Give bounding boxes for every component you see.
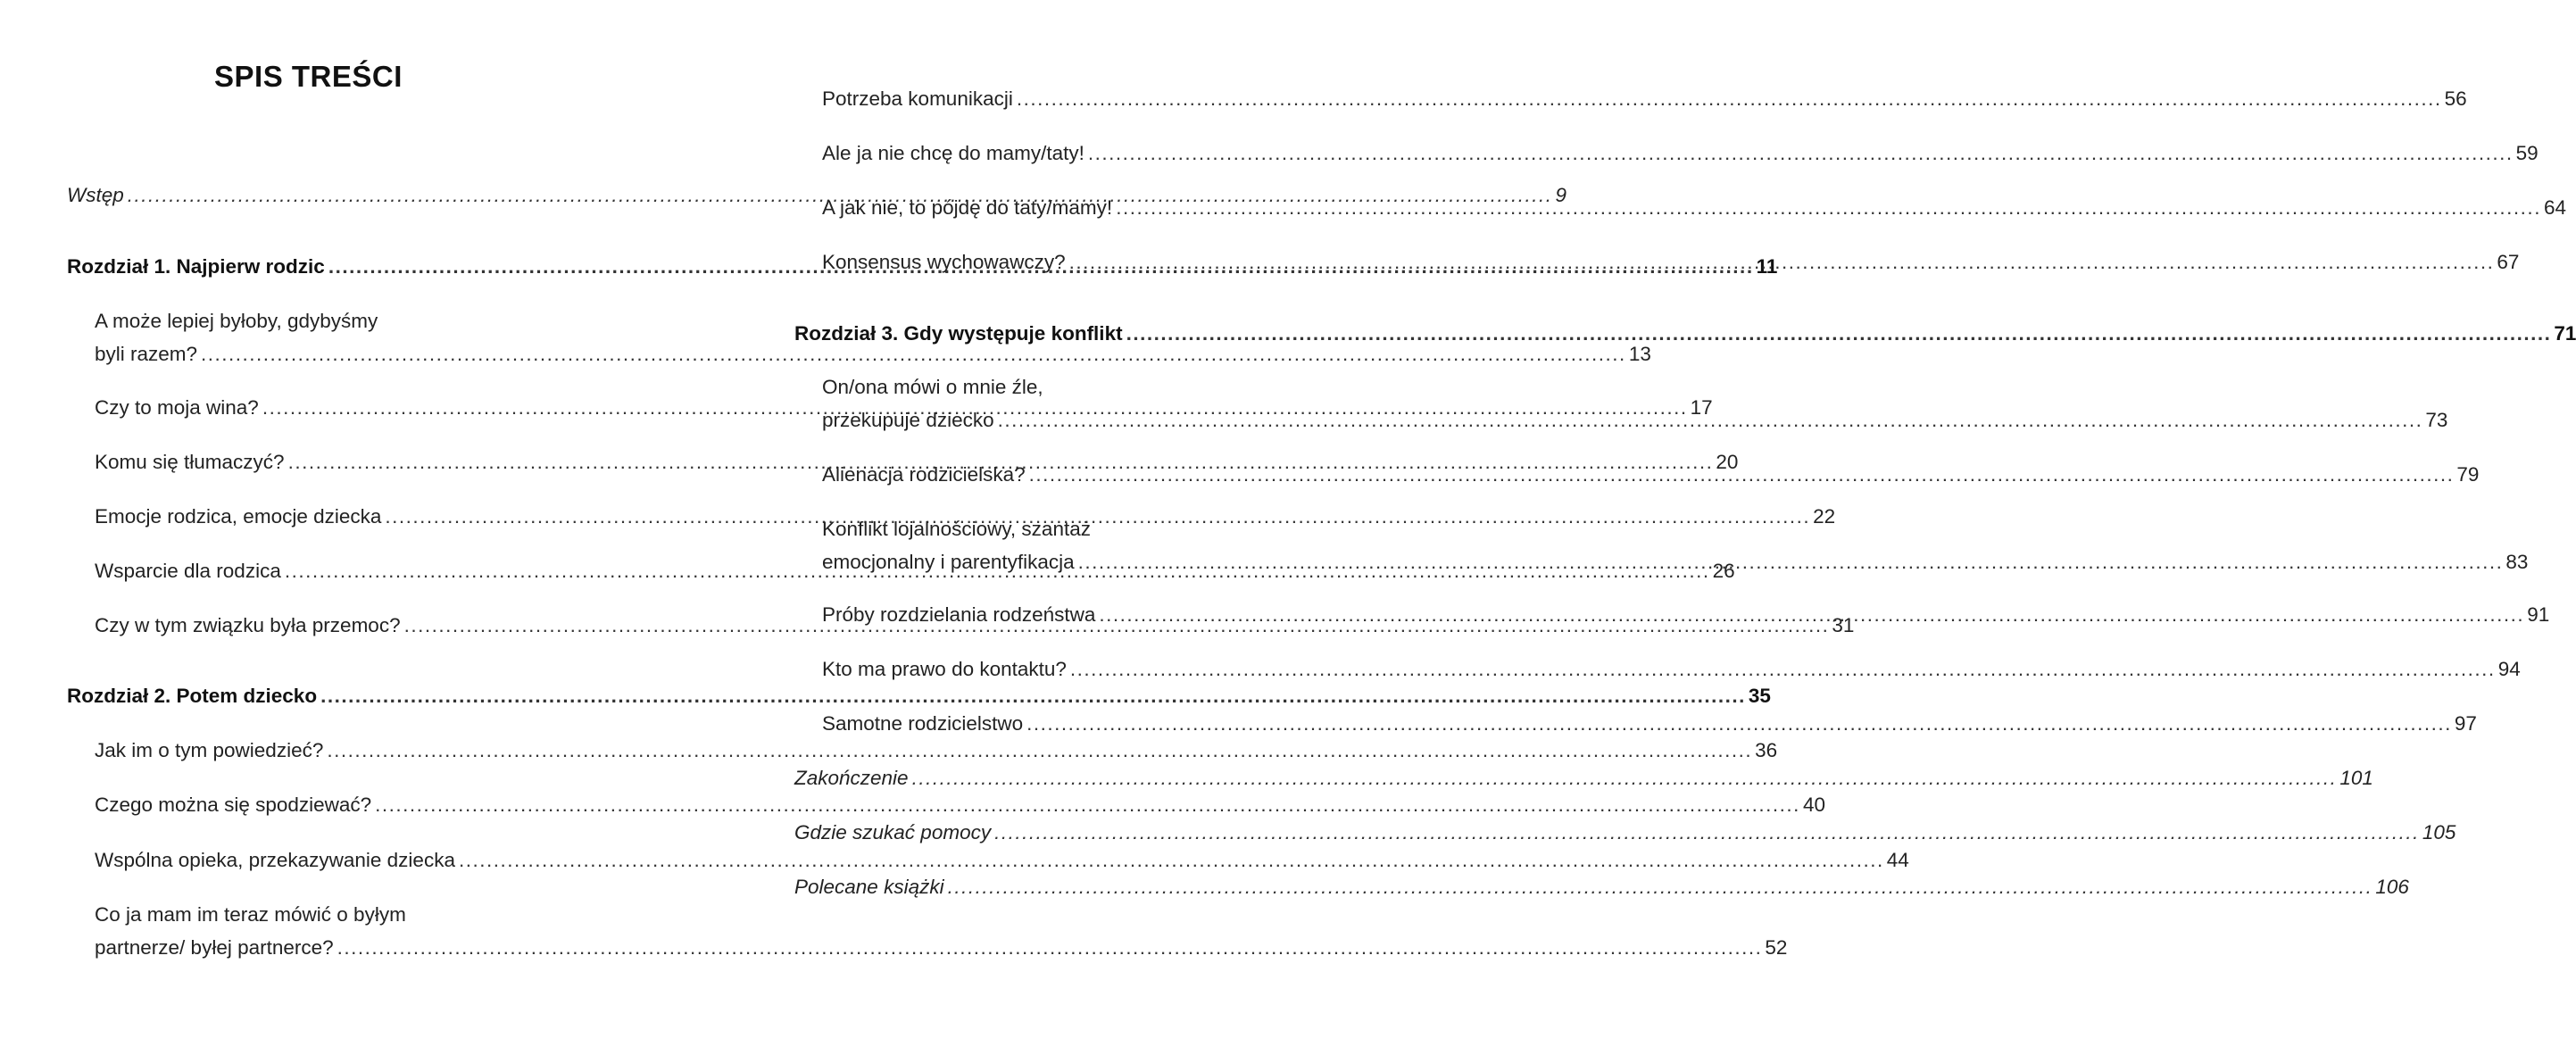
entry-page-number: 59 — [2515, 142, 2539, 164]
entry-page-number: 52 — [1765, 936, 1788, 959]
dot-leader — [994, 816, 2420, 849]
entry-title-line-1: On/ona mówi o mnie źle, — [822, 376, 1043, 398]
entry-page-number: 106 — [2375, 876, 2409, 898]
entry-page-number: 91 — [2527, 603, 2550, 626]
entry-title: Emocje rodzica, emocje dziecka — [95, 505, 382, 528]
entry-page-number: 83 — [2505, 551, 2529, 573]
entry-title: Alienacja rodzicielska? — [822, 463, 1026, 486]
entry-page-number: 9 — [1555, 184, 1567, 206]
dot-leader — [1116, 191, 2541, 224]
entry-title: Wsparcie dla rodzica — [95, 560, 281, 582]
entry-page-number: 40 — [1802, 794, 1825, 816]
dot-leader — [1126, 317, 2552, 350]
dot-leader — [1070, 652, 2496, 686]
toc-entry-chapter-2 — [67, 679, 1771, 712]
entry-page-number: 56 — [2444, 87, 2467, 110]
entry-title-line-1: A może lepiej byłoby, gdybyśmy — [95, 310, 378, 332]
toc-entry-spodziewac — [95, 788, 1825, 821]
entry-title: Zakończenie — [794, 767, 909, 789]
toc-entry-nie-chce — [822, 137, 2539, 170]
dot-leader — [948, 870, 2373, 903]
entry-page-number: 35 — [1748, 685, 1771, 707]
toc-title: SPIS TREŚCI — [214, 60, 403, 93]
entry-title: Wspólna opieka, przekazywanie dziecka — [95, 849, 455, 871]
entry-title: Czego można się spodziewać? — [95, 794, 372, 816]
entry-page-number: 26 — [1712, 560, 1735, 582]
entry-title: Rozdział 2. Potem dziecko — [67, 685, 318, 707]
entry-title-line-1: Konflikt lojalnościowy, szantaż — [822, 518, 1091, 540]
dot-leader — [1017, 82, 2442, 115]
entry-title: Próby rozdzielania rodzeństwa — [822, 603, 1096, 626]
toc-entry-wspolna-opieka — [95, 843, 1909, 877]
entry-title: partnerze/ byłej partnerce? — [95, 936, 334, 959]
entry-page-number: 20 — [1716, 451, 1739, 473]
entry-page-number: 22 — [1813, 505, 1836, 528]
entry-title: Potrzeba komunikacji — [822, 87, 1013, 110]
toc-entry-pomoc — [794, 816, 2456, 849]
entry-page-number: 79 — [2456, 463, 2480, 486]
entry-page-number: 105 — [2422, 821, 2456, 843]
dot-leader — [1069, 245, 2495, 278]
entry-page-number: 94 — [2497, 658, 2521, 680]
toc-entry-komunikacja — [822, 82, 2467, 115]
entry-title: Komu się tłumaczyć? — [95, 451, 285, 473]
dot-leader — [1029, 458, 2455, 491]
entry-title: przekupuje dziecko — [822, 409, 994, 431]
entry-page-number: 44 — [1886, 849, 1909, 871]
entry-title: emocjonalny i parentyfikacja — [822, 551, 1075, 573]
entry-title: A jak nie, to pójdę do taty/mamy! — [822, 196, 1113, 219]
entry-page-number: 101 — [2339, 767, 2373, 789]
entry-title: Gdzie szukać pomocy — [794, 821, 992, 843]
toc-entry-powiedziec — [95, 734, 1778, 767]
entry-page-number: 71 — [2554, 322, 2576, 345]
entry-title: Ale ja nie chcę do mamy/taty! — [822, 142, 1084, 164]
entry-page-number: 17 — [1690, 396, 1713, 419]
toc-entry-ksiazki — [794, 870, 2409, 903]
toc-entry-pojde — [822, 191, 2566, 224]
dot-leader — [1026, 707, 2452, 740]
dot-leader — [912, 761, 2338, 794]
entry-title: Czy to moja wina? — [95, 396, 259, 419]
toc-entry-zakonczenie — [794, 761, 2373, 794]
entry-title: byli razem? — [95, 343, 198, 365]
entry-title: Rozdział 3. Gdy występuje konflikt — [794, 322, 1123, 345]
entry-title-line-1: Co ja mam im teraz mówić o byłym — [95, 903, 406, 926]
entry-page-number: 11 — [1756, 255, 1778, 278]
dot-leader — [1088, 137, 2514, 170]
entry-title: Konsensus wychowawczy? — [822, 251, 1066, 273]
toc-entry-prawo-kontaktu — [822, 652, 2521, 686]
entry-title: Jak im o tym powiedzieć? — [95, 739, 324, 761]
toc-entry-bylym-partnerze — [95, 898, 1788, 964]
dot-leader — [1078, 545, 2504, 578]
toc-entry-chapter-3 — [794, 317, 2576, 350]
toc-entry-samotne — [822, 707, 2477, 740]
entry-page-number: 97 — [2454, 712, 2477, 735]
entry-page-number: 73 — [2425, 409, 2448, 431]
entry-title: Czy w tym związku była przemoc? — [95, 614, 401, 636]
entry-title: Wstęp — [67, 184, 124, 206]
entry-title: Rozdział 1. Najpierw rodzic — [67, 255, 325, 278]
entry-page-number: 64 — [2543, 196, 2566, 219]
entry-title: Kto ma prawo do kontaktu? — [822, 658, 1067, 680]
entry-page-number: 67 — [2497, 251, 2520, 273]
entry-page-number: 13 — [1628, 343, 1651, 365]
dot-leader — [998, 403, 2423, 436]
dot-leader — [1099, 598, 2524, 631]
entry-title: Polecane książki — [794, 876, 944, 898]
entry-page-number: 36 — [1755, 739, 1778, 761]
entry-page-number: 31 — [1832, 614, 1855, 636]
entry-title: Samotne rodzicielstwo — [822, 712, 1024, 735]
